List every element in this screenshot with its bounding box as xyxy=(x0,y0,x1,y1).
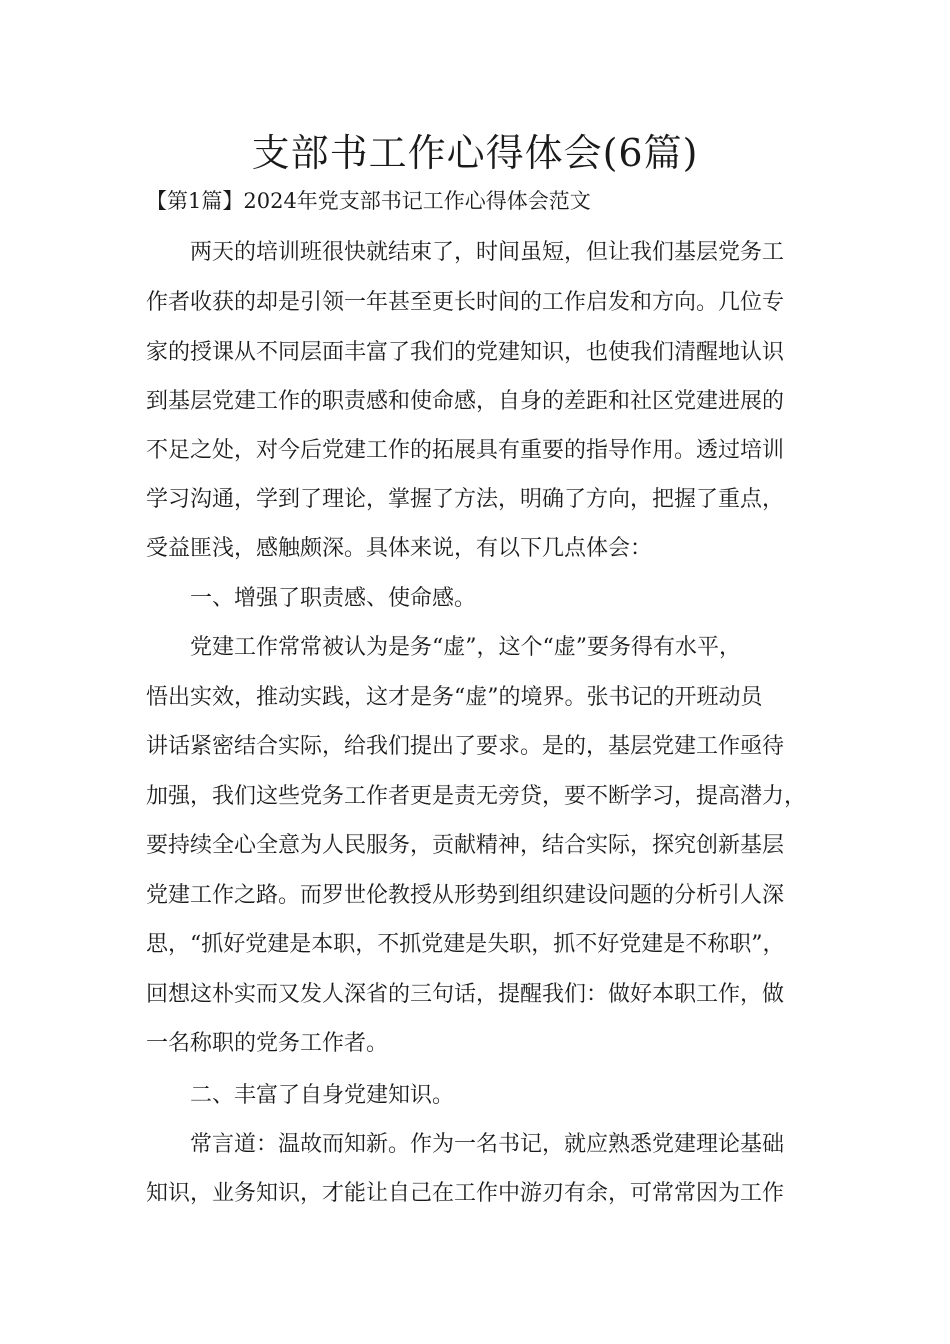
body-line: 要持续全心全意为人民服务，贡献精神，结合实际，探究创新基层 xyxy=(146,833,785,858)
body-line: 党建工作之路。而罗世伦教授从形势到组织建设问题的分析引人深 xyxy=(146,883,785,908)
body-line: 到基层党建工作的职责感和使命感，自身的差距和社区党建进展的 xyxy=(146,389,785,414)
body-line: 两天的培训班很快就结束了，时间虽短，但让我们基层党务工 xyxy=(190,240,785,265)
body-line: 知识，业务知识，才能让自己在工作中游刃有余，可常常因为工作 xyxy=(146,1181,785,1206)
body-line: 家的授课从不同层面丰富了我们的党建知识，也使我们清醒地认识 xyxy=(146,340,785,365)
body-line: 一名称职的党务工作者。 xyxy=(146,1031,389,1056)
body-line: 讲话紧密结合实际，给我们提出了要求。是的，基层党建工作亟待 xyxy=(146,734,785,759)
body-line: 思，“抓好党建是本职，不抓党建是失职，抓不好党建是不称职”， xyxy=(146,932,785,957)
body-line: 回想这朴实而又发人深省的三句话，提醒我们：做好本职工作，做 xyxy=(146,982,785,1007)
section-subtitle: 【第1篇】2024年党支部书记工作心得体会范文 xyxy=(146,189,591,213)
section-heading: 二、丰富了自身党建知识。 xyxy=(190,1083,455,1108)
body-line: 不足之处，对今后党建工作的拓展具有重要的指导作用。透过培训 xyxy=(146,438,785,463)
body-line: 学习沟通，学到了理论，掌握了方法，明确了方向，把握了重点， xyxy=(146,487,785,512)
body-line: 作者收获的却是引领一年甚至更长时间的工作启发和方向。几位专 xyxy=(146,290,785,315)
body-line: 党建工作常常被认为是务“虚”，这个“虚”要务得有水平， xyxy=(190,635,741,660)
document-title: 支部书工作心得体会(6篇) xyxy=(251,131,699,175)
body-line: 悟出实效，推动实践，这才是务“虚”的境界。张书记的开班动员 xyxy=(146,685,763,710)
body-line: 常言道：温故而知新。作为一名书记，就应熟悉党建理论基础 xyxy=(190,1132,785,1157)
body-line: 受益匪浅，感触颇深。具体来说，有以下几点体会： xyxy=(146,536,653,561)
section-heading: 一、增强了职责感、使命感。 xyxy=(190,586,477,611)
body-line: 加强，我们这些党务工作者更是责无旁贷，要不断学习，提高潜力， xyxy=(146,784,807,809)
